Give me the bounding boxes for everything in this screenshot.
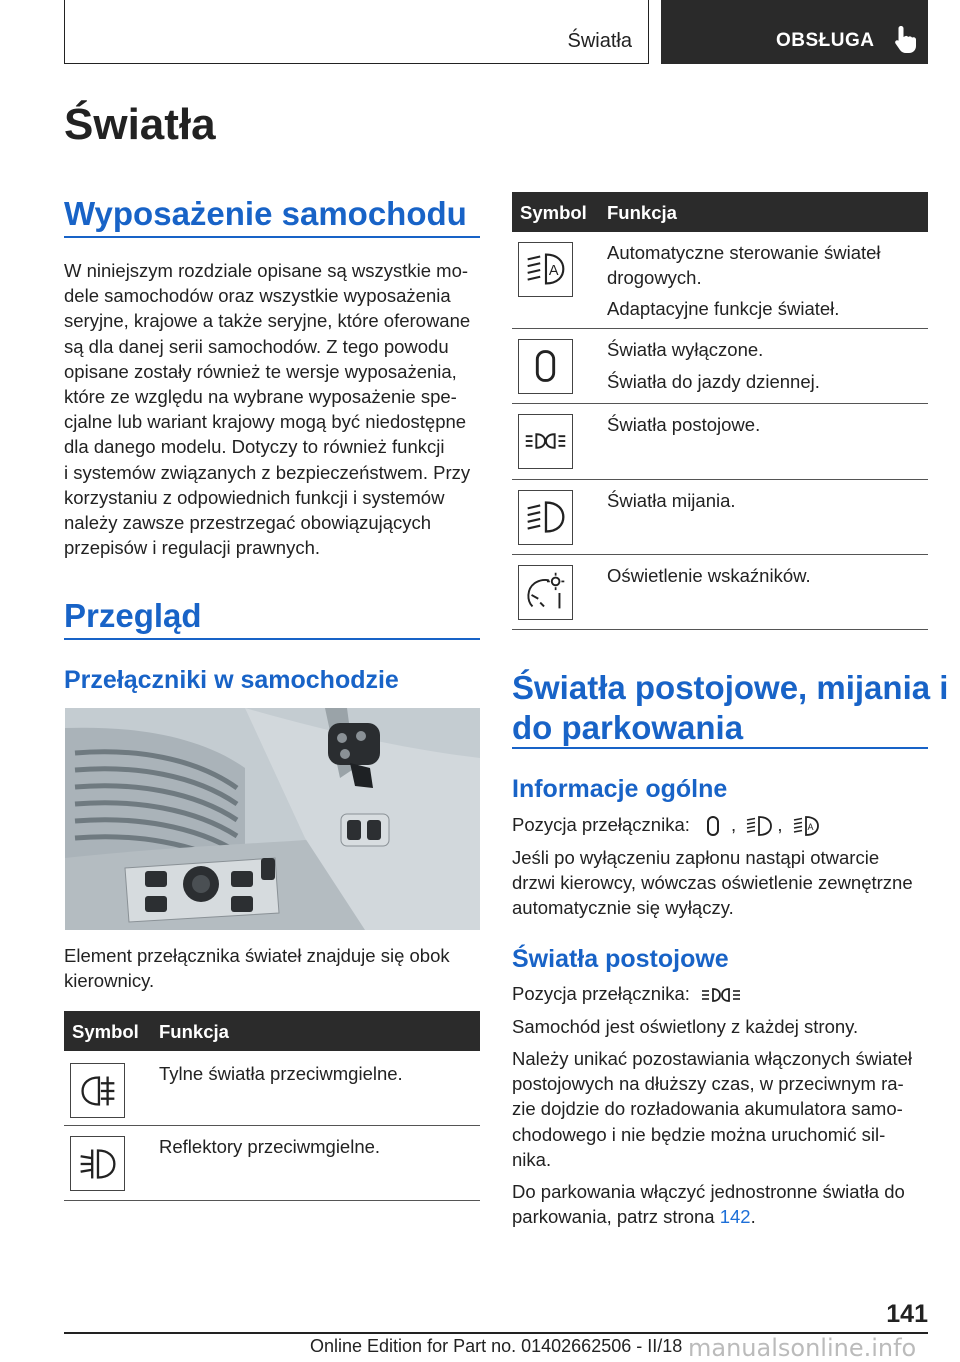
front-fog-light-icon bbox=[70, 1136, 125, 1191]
column-header-symbol: Symbol bbox=[520, 202, 587, 223]
table-row bbox=[512, 555, 928, 630]
fog-lights-table bbox=[64, 1011, 480, 1201]
parking-lit-text: Samochód jest oświetlony z każdej strony. bbox=[512, 1016, 859, 1037]
heading-rule bbox=[64, 236, 480, 238]
heading-equipment: Wyposażenie samochodu bbox=[64, 195, 467, 232]
auto-headlight-icon bbox=[791, 814, 821, 838]
low-beam-icon bbox=[744, 814, 774, 838]
equipment-paragraph: W niniejszym rozdziale opisane są wszystkie mo- dele samochodów oraz wszystkie wyposażenia seryjne, krajowe a także seryjne, które oferowane są dla danej serii samochodów. Z tego powodu opisane zostały również te wersje wyposażenia, które ze względu na wybrane wyposażenie spe- cjalne lub wariant krajowy mogą być niedostępne dla danego modelu. Dotyczy to również funkcji i systemów związanych z bezpieczeństwem. Przy korzystaniu z odpowiednich funkcji i systemów należy zawsze przestrzegać obowiązujących przepisów i regulacji prawnych. bbox=[64, 260, 471, 559]
switch-position-line: Pozycja przełącznika: , , A bbox=[512, 812, 932, 838]
heading-parking-low-beam: Światła postojowe, mijania i do parkowania bbox=[512, 669, 949, 746]
heading-switches: Przełączniki w samochodzie bbox=[64, 666, 399, 694]
parking-lights-icon bbox=[518, 414, 573, 469]
heading-general-info: Informacje ogólne bbox=[512, 775, 728, 803]
rear-fog-light-icon bbox=[70, 1063, 125, 1118]
lights-off-icon bbox=[518, 339, 573, 394]
column-header-function: Funkcja bbox=[607, 202, 677, 223]
header-chapter-box bbox=[661, 0, 928, 64]
heading-overview: Przegląd bbox=[64, 597, 202, 634]
column-header-symbol: Symbol bbox=[72, 1021, 139, 1042]
watermark: manualsonline.info bbox=[688, 1334, 917, 1362]
heading-rule bbox=[64, 638, 480, 640]
table-header bbox=[64, 1011, 480, 1051]
table-row bbox=[512, 480, 928, 555]
light-switch-table bbox=[512, 192, 928, 630]
header-section-title: Światła bbox=[567, 30, 632, 52]
function-text: Oświetlenie wskaźników. bbox=[607, 565, 811, 586]
function-text: Tylne światła przeciwmgielne. bbox=[159, 1063, 403, 1084]
edition-text: Online Edition for Part no. 01402662506 - II/18 bbox=[310, 1336, 683, 1356]
page-title: Światła bbox=[64, 100, 216, 149]
svg-text:A: A bbox=[807, 822, 814, 833]
table-row bbox=[512, 404, 928, 480]
heading-parking-lights: Światła postojowe bbox=[512, 945, 729, 973]
column-header-function: Funkcja bbox=[159, 1021, 229, 1042]
hand-pointer-icon bbox=[893, 24, 919, 54]
table-row bbox=[64, 1126, 480, 1201]
parking-warning-paragraph: Należy unikać pozostawiania włączonych świateł postojowych na dłuższy czas, w przeciwnym ra- zie dojdzie do rozładowania akumulatora samo- chodowego i nie będzie można uruchomić sil- nika. bbox=[512, 1048, 912, 1170]
header-section-box bbox=[64, 0, 649, 64]
parking-side-paragraph: Do parkowania włączyć jednostronne światła do parkowania, patrz strona 142. bbox=[512, 1181, 905, 1228]
function-text: Światła wyłączone. Światła do jazdy dziennej. bbox=[607, 339, 820, 392]
low-beam-icon bbox=[518, 490, 573, 545]
table-row bbox=[512, 232, 928, 329]
function-text: Reflektory przeciwmgielne. bbox=[159, 1136, 381, 1157]
function-text: Światła mijania. bbox=[607, 490, 736, 511]
instrument-lighting-icon bbox=[518, 565, 573, 620]
table-row bbox=[512, 329, 928, 404]
table-row bbox=[64, 1051, 480, 1126]
general-info-paragraph: Jeśli po wyłączeniu zapłonu nastąpi otwarcie drzwi kierowcy, wówczas oświetlenie zewnętrzne automatycznie się wyłączy. bbox=[512, 847, 913, 919]
svg-text:A: A bbox=[548, 262, 559, 279]
auto-headlight-icon bbox=[518, 242, 573, 297]
table-header bbox=[512, 192, 928, 232]
parking-switch-position: Pozycja przełącznika: bbox=[512, 981, 932, 1007]
page-link[interactable]: 142 bbox=[719, 1206, 751, 1228]
header-chapter-title: OBSŁUGA bbox=[776, 30, 875, 51]
parking-lights-icon bbox=[698, 983, 744, 1007]
heading-rule bbox=[512, 747, 928, 749]
photo-caption: Element przełącznika świateł znajduje się obok kierownicy. bbox=[64, 945, 450, 992]
page-number: 141 bbox=[886, 1300, 928, 1328]
light-switch-photo bbox=[65, 708, 480, 930]
lights-off-icon bbox=[698, 814, 728, 838]
function-text: Automatyczne sterowanie świateł drogowych. Adaptacyjne funkcje świateł. bbox=[607, 242, 881, 319]
function-text: Światła postojowe. bbox=[607, 414, 761, 435]
